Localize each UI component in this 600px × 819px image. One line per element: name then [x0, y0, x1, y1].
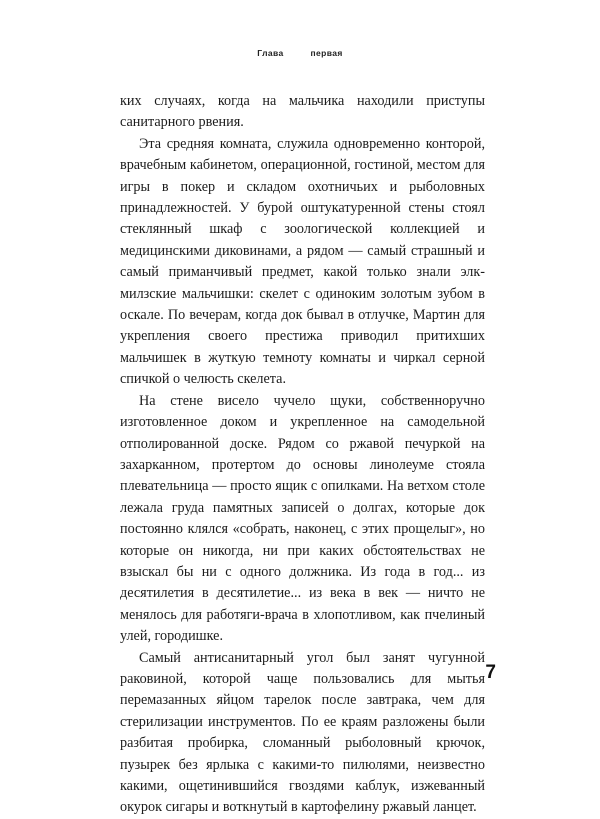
paragraph: Эта средняя комната, служила одновременно конторой, врачебным кабинетом, операционной, гостиной, местом для игры в покер и складом охотничьих и рыболовных принадлежностей. У бурой оштукатуренной стены стоял стеклянный шкаф с зоологической коллекцией и медицинскими диковинами, а рядом — самый страшный и самый приманчивый предмет, какой только знали элк-милзские мальчишки: скелет с одиноким золотым зубом в оскале. По вечерам, когда док бывал в отлучке, Мартин для укрепления своего престижа приводил притихших мальчишек в жуткую темноту комнаты и чиркал серной спичкой о челюсть скелета.: [120, 135, 485, 388]
chapter-label: Глава: [257, 48, 284, 58]
body-text: [120, 91, 485, 819]
paragraph: Самый антисанитарный угол был занят чугунной раковиной, которой чаще пользовались для мытья перемазанных яйцом тарелок после завтрака, чем для стерилизации инструментов. По ее краям разложены были разбитая пробирка, сломанный рыболовный крючок, пузырек без ярлыка с какими-то пилюлями, неизвестно какими, ощетинившийся гвоздями каблук, изжеванный окурок сигары и воткнутый в картофелину ржавый ланцет.: [120, 649, 485, 816]
paragraph: На стене висело чучело щуки, собственноручно изготовленное доком и укрепленное на самодельной отполированной доске. Рядом со ржавой печуркой на захарканном, протертом до основы линолеуме стояла плевательница — просто ящик с опилками. На ветхом столе лежала груда памятных записей о долгах, которые док постоянно клялся «собрать, наконец, с этих прощелыг», но которые он никогда, ни при каких обстоятельствах не взыскал бы ни с одного должника. Из года в год... из десятилетия в десятилетие... из века в век — ничто не менялось для работяги-врача в хлопотливом, как пчелиный улей, городишке.: [120, 392, 485, 645]
chapter-number: первая: [310, 48, 343, 58]
page-number: 7: [485, 662, 496, 683]
running-header: [0, 48, 600, 58]
paragraph: ких случаях, когда на мальчика находили приступы санитарного рвения.: [120, 93, 485, 131]
